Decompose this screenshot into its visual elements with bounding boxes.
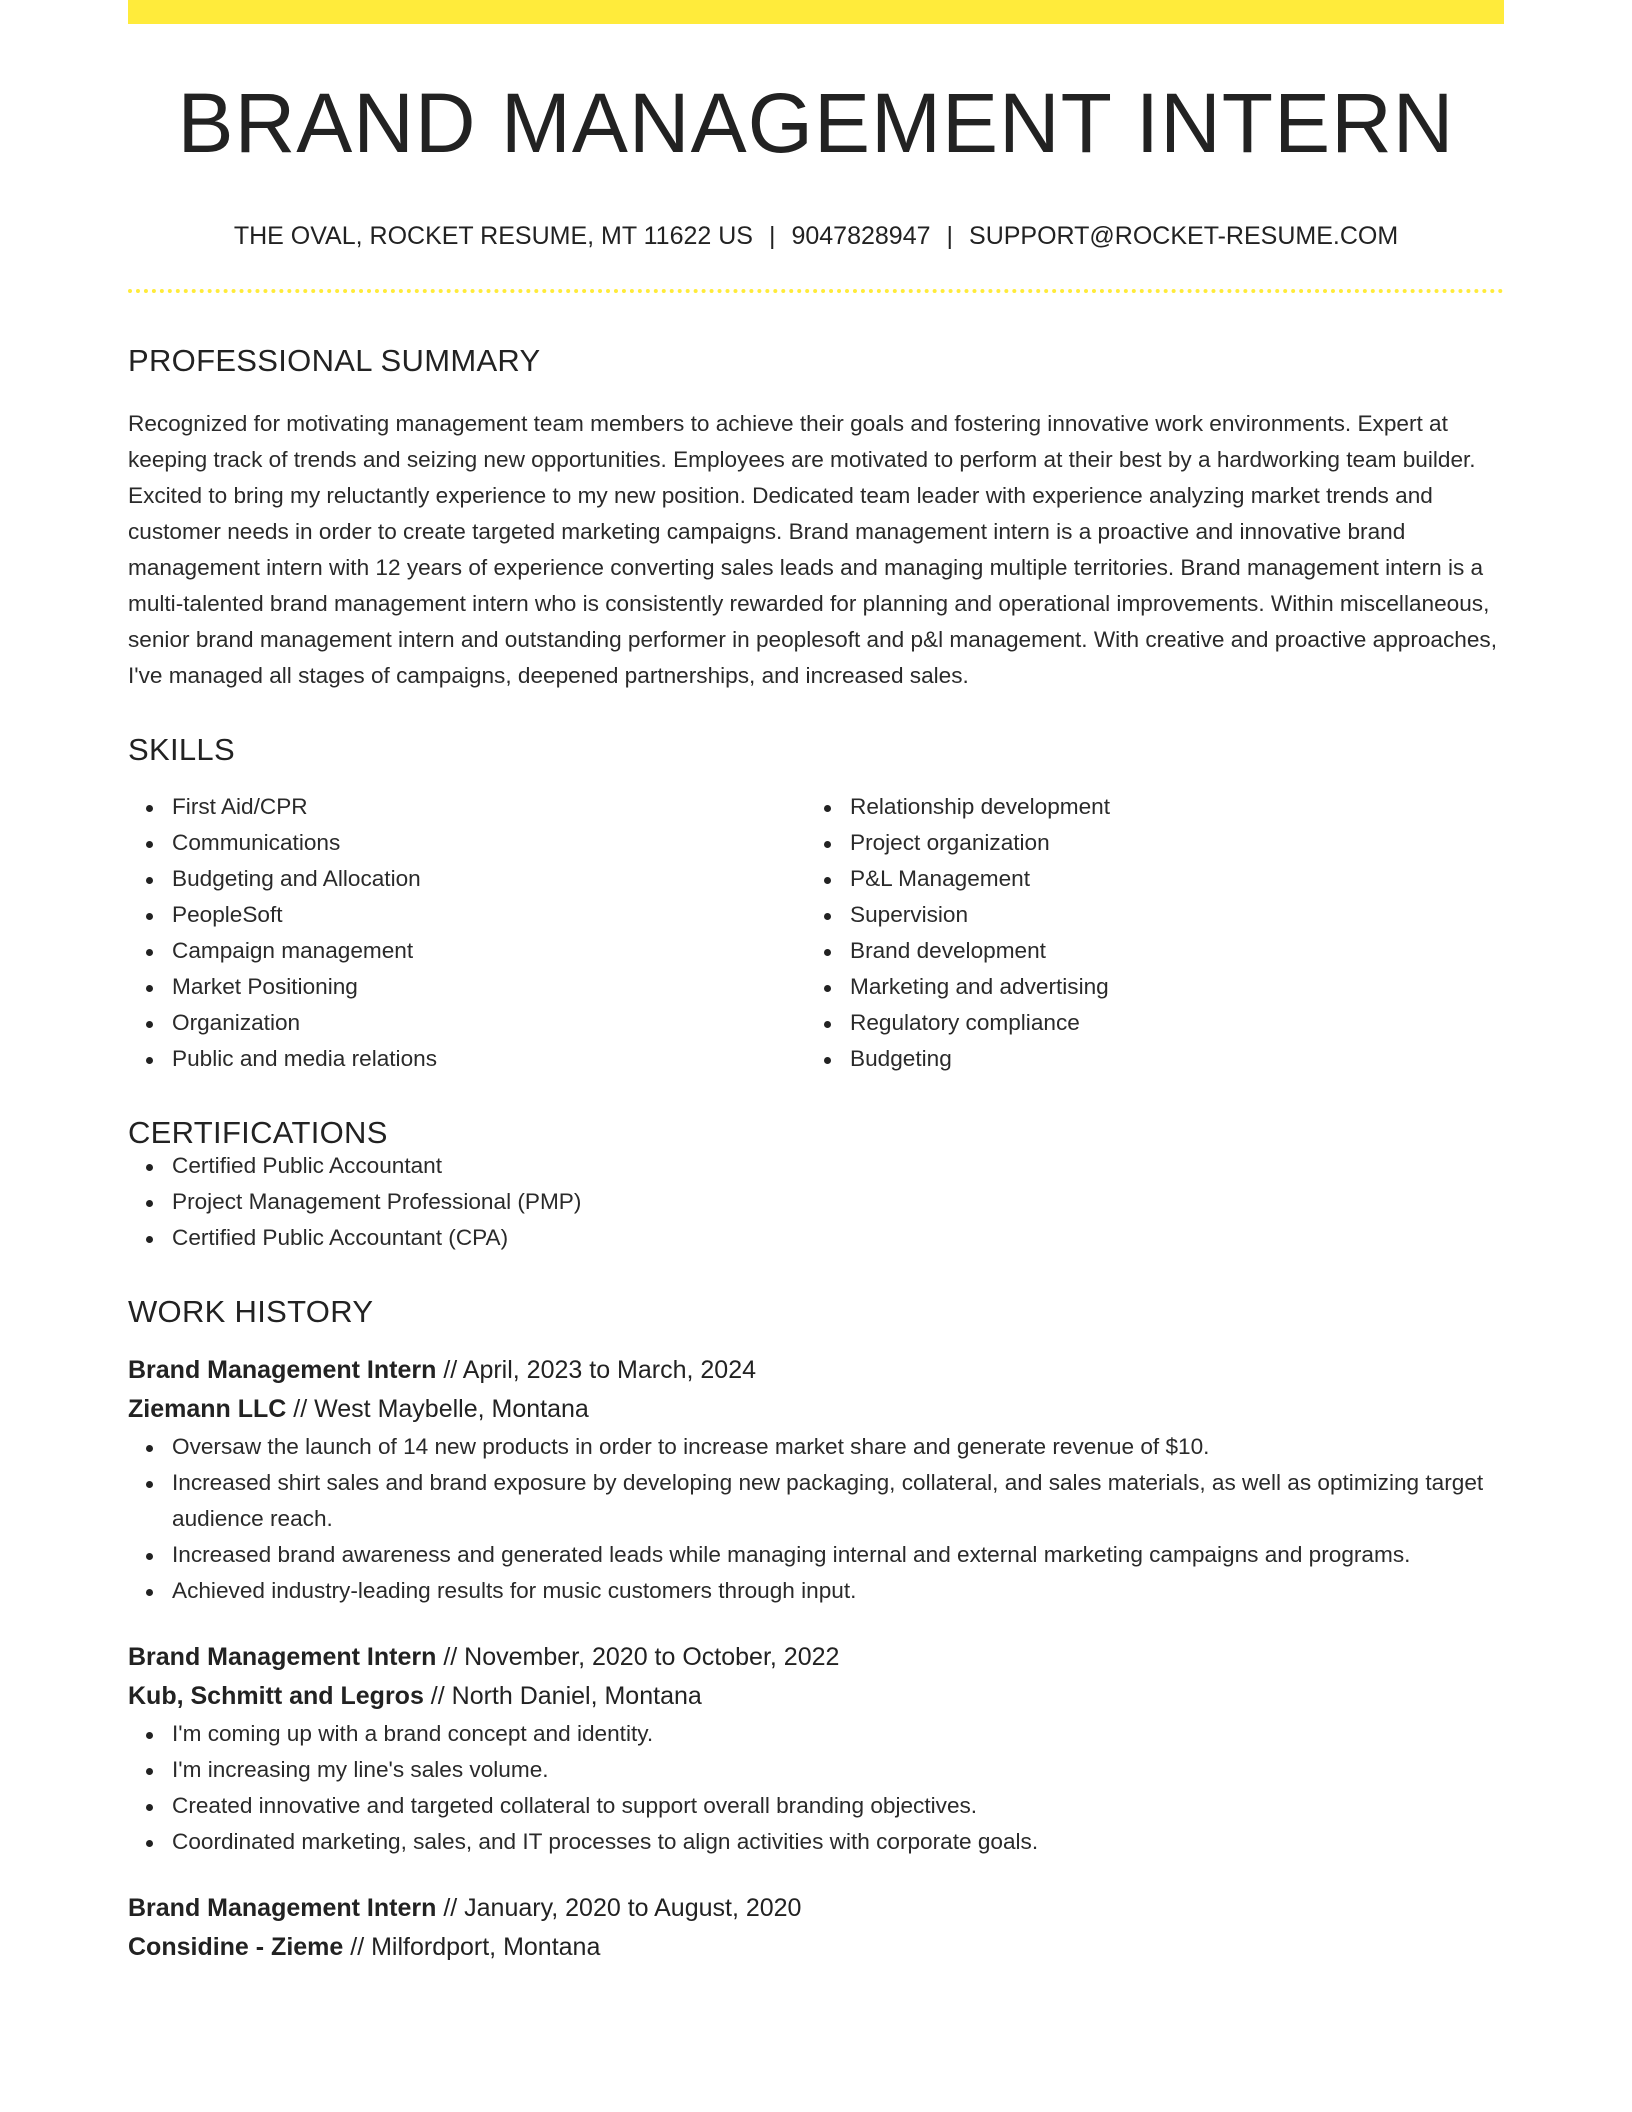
skill-item: Budgeting and Allocation bbox=[128, 861, 806, 897]
skill-item: Budgeting bbox=[806, 1041, 1484, 1077]
summary-text: Recognized for motivating management team members to achieve their goals and fostering innovative work environments. Expert at keeping track of trends and seizing new opportunities. Employees are motivated to perform at their best by a hardworking team builder. Excited to bring my reluctantly experience to my new position. Dedicated team leader with experience analyzing market trends and customer needs in order to create targeted marketing campaigns. Brand management intern is a proactive and innovative brand management intern with 12 years of experience converting sales leads and managing multiple territories. Brand management intern is a multi-talented brand management intern who is consistently rewarded for planning and operational improvements. Within miscellaneous, senior brand management intern and outstanding performer in peoplesoft and p&l management. With creative and proactive approaches, I've managed all stages of campaigns, deepened partnerships, and increased sales. bbox=[128, 411, 1497, 688]
top-accent-bar bbox=[128, 0, 1504, 24]
job-dates: // January, 2020 to August, 2020 bbox=[436, 1894, 802, 1922]
job-role: Brand Management Intern bbox=[128, 1643, 437, 1671]
skill-item: Brand development bbox=[806, 933, 1484, 969]
job-bullet: Oversaw the launch of 14 new products in order to increase market share and generate revenue of $10. bbox=[128, 1429, 1504, 1465]
job-bullets bbox=[128, 1429, 1504, 1609]
job-bullet: I'm increasing my line's sales volume. bbox=[128, 1752, 1504, 1788]
job-entry bbox=[128, 1351, 1504, 1609]
job-company-line bbox=[128, 1390, 1504, 1429]
resume-page bbox=[128, 0, 1504, 1967]
job-title-line bbox=[128, 1889, 1504, 1928]
skill-item: Relationship development bbox=[806, 789, 1484, 825]
job-role: Brand Management Intern bbox=[128, 1356, 437, 1384]
skill-item: First Aid/CPR bbox=[128, 789, 806, 825]
skill-item: Campaign management bbox=[128, 933, 806, 969]
job-bullet: Increased brand awareness and generated leads while managing internal and external marketing campaigns and programs. bbox=[128, 1537, 1504, 1573]
skill-item: Supervision bbox=[806, 897, 1484, 933]
job-dates: // November, 2020 to October, 2022 bbox=[436, 1643, 840, 1671]
skills-columns bbox=[128, 789, 1504, 1077]
contact-separator: | bbox=[768, 222, 776, 250]
certification-item: Project Management Professional (PMP) bbox=[128, 1184, 1504, 1220]
skill-item: Organization bbox=[128, 1005, 806, 1041]
job-title-line bbox=[128, 1351, 1504, 1390]
certification-item: Certified Public Accountant bbox=[128, 1148, 1504, 1184]
skills-right-list bbox=[806, 789, 1484, 1077]
job-title-line bbox=[128, 1638, 1504, 1677]
work-history-heading: WORK HISTORY bbox=[128, 1294, 374, 1329]
job-bullet: Increased shirt sales and brand exposure by developing new packaging, collateral, and sales materials, as well as optimizing target audience reach. bbox=[128, 1465, 1504, 1537]
job-location: // Milfordport, Montana bbox=[343, 1933, 601, 1961]
skills-heading: SKILLS bbox=[128, 732, 235, 767]
skill-item: Public and media relations bbox=[128, 1041, 806, 1077]
job-bullet: I'm coming up with a brand concept and identity. bbox=[128, 1716, 1504, 1752]
job-role: Brand Management Intern bbox=[128, 1894, 437, 1922]
job-location: // North Daniel, Montana bbox=[423, 1682, 702, 1710]
contact-address: THE OVAL, ROCKET RESUME, MT 11622 US bbox=[233, 222, 753, 250]
certifications-heading: CERTIFICATIONS bbox=[128, 1115, 388, 1150]
job-company: Ziemann LLC bbox=[128, 1395, 287, 1423]
summary-heading: PROFESSIONAL SUMMARY bbox=[128, 343, 541, 378]
skill-item: Marketing and advertising bbox=[806, 969, 1484, 1005]
certifications-list bbox=[128, 1148, 1504, 1256]
skill-item: Communications bbox=[128, 825, 806, 861]
contact-separator: | bbox=[946, 222, 954, 250]
job-bullets bbox=[128, 1716, 1504, 1860]
contact-email: SUPPORT@ROCKET-RESUME.COM bbox=[969, 222, 1399, 250]
job-entry bbox=[128, 1889, 1504, 1967]
job-location: // West Maybelle, Montana bbox=[286, 1395, 589, 1423]
job-entry bbox=[128, 1638, 1504, 1860]
job-dates: // April, 2023 to March, 2024 bbox=[436, 1356, 757, 1384]
job-bullet: Coordinated marketing, sales, and IT processes to align activities with corporate goals. bbox=[128, 1824, 1504, 1860]
skill-item: PeopleSoft bbox=[128, 897, 806, 933]
contact-line bbox=[128, 224, 1504, 249]
job-company: Kub, Schmitt and Legros bbox=[128, 1682, 424, 1710]
job-company: Considine - Zieme bbox=[128, 1933, 344, 1961]
resume-name: BRAND MANAGEMENT INTERN bbox=[177, 76, 1455, 170]
job-company-line bbox=[128, 1677, 1504, 1716]
contact-phone: 9047828947 bbox=[791, 222, 931, 250]
skill-item: Market Positioning bbox=[128, 969, 806, 1005]
skill-item: P&L Management bbox=[806, 861, 1484, 897]
job-bullet: Achieved industry-leading results for music customers through input. bbox=[128, 1573, 1504, 1609]
skills-left-list bbox=[128, 789, 806, 1077]
skill-item: Regulatory compliance bbox=[806, 1005, 1484, 1041]
skill-item: Project organization bbox=[806, 825, 1484, 861]
job-bullet: Created innovative and targeted collateral to support overall branding objectives. bbox=[128, 1788, 1504, 1824]
job-company-line bbox=[128, 1928, 1504, 1967]
certification-item: Certified Public Accountant (CPA) bbox=[128, 1220, 1504, 1256]
header-divider bbox=[128, 289, 1504, 293]
